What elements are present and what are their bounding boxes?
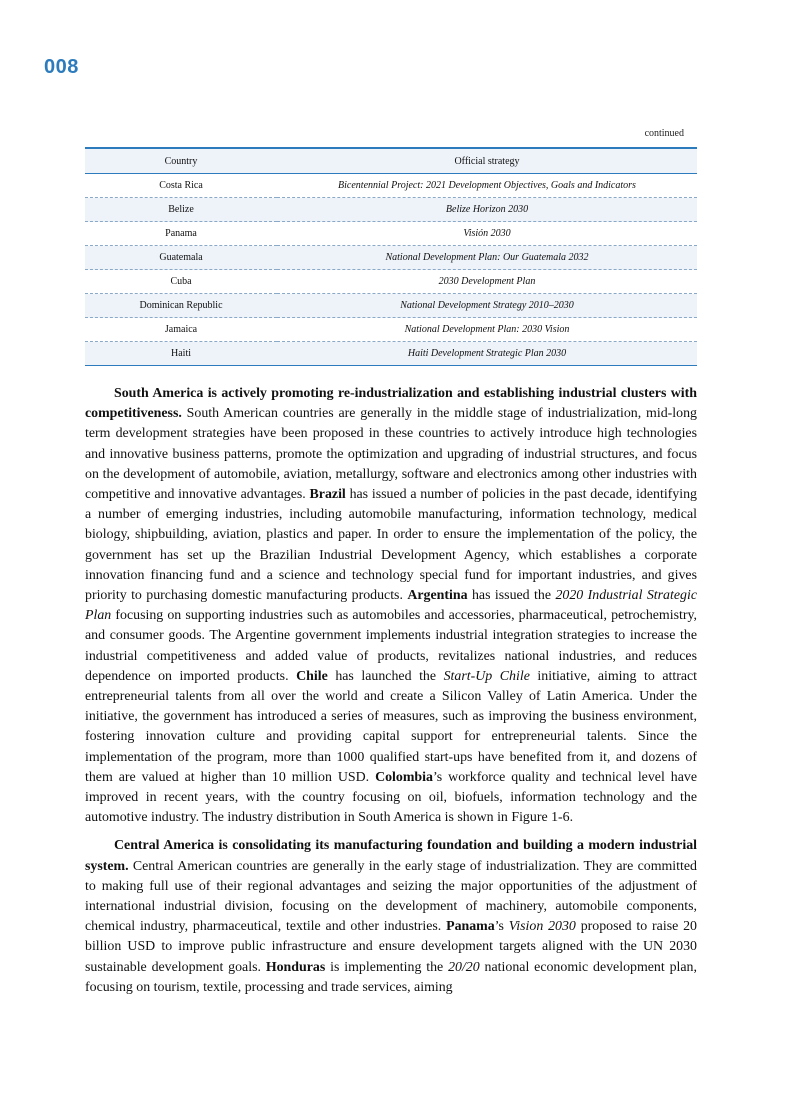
strategy-table — [85, 147, 697, 366]
table-row — [85, 294, 697, 318]
table-row — [85, 222, 697, 246]
cell-strategy: 2030 Development Plan — [277, 270, 697, 294]
table-row — [85, 270, 697, 294]
country-name: Argentina — [407, 588, 468, 604]
table-row — [85, 342, 697, 366]
country-name: Honduras — [265, 959, 326, 975]
cell-strategy: National Development Plan: Our Guatemala 2032 — [277, 246, 697, 270]
cell-country: Costa Rica — [85, 174, 277, 198]
table-row — [85, 174, 697, 198]
cell-country: Dominican Republic — [85, 294, 277, 318]
text-run: proposed to raise 20 billion USD to improve public infrastructure and ensure development targets aligned with the UN 2030 sustainable development goals. — [85, 919, 697, 975]
table-row — [85, 198, 697, 222]
cell-strategy: National Development Strategy 2010–2030 — [277, 294, 697, 318]
cell-strategy: Haiti Development Strategic Plan 2030 — [277, 342, 697, 366]
table-row — [85, 318, 697, 342]
text-run: ’s workforce quality and technical level have improved in recent years, with the country focusing on oil, biofuels, information technology and the automotive industry. The industry distribution in South America is shown in Figure 1-6. — [85, 769, 697, 826]
country-name: Brazil — [309, 487, 346, 503]
text-run: focusing on supporting industries such as automobiles and accessories, pharmaceutical, petrochemistry, and consumer goods. The Argentine government implements industrial integration strategies to increase the industrial competitiveness and added value of products, revitalizes national industries, and reduces dependence on imported products. — [85, 608, 697, 684]
text-run: South American countries are generally in the middle stage of industrialization, mid-long term development strategies have been proposed in these countries to actively introduce high technologies and innovative business patterns, promote the optimization and upgrading of industrial structures, and focus on the development of automobile, aviation, metallurgy, software and electronics among other industries with competitive and innovative advantages. — [85, 406, 697, 503]
cell-country: Haiti — [85, 342, 277, 366]
table-header-row — [85, 148, 697, 174]
plan-title: Start-Up Chile — [443, 668, 530, 684]
lead-sentence: South America is actively promoting re-industrialization and establishing industrial clusters with competitiveness. — [85, 386, 697, 422]
paragraph-central-america — [85, 836, 697, 998]
text-run: Central American countries are generally in the early stage of industrialization. They are committed to making full use of their regional advantages and seizing the major opportunities of the adjustment of international industrial division, focusing on the development of machinery, automobile components, chemical industry, pharmaceutical, textile and other industries. — [85, 858, 697, 935]
header-country: Country — [85, 148, 277, 174]
cell-strategy: Visión 2030 — [277, 222, 697, 246]
text-run: has issued the — [467, 588, 556, 604]
country-name: Colombia — [375, 769, 433, 785]
cell-country: Belize — [85, 198, 277, 222]
plan-title: Vision 2030 — [508, 919, 576, 935]
page-number: 008 — [44, 56, 79, 78]
plan-title: 20/20 — [448, 959, 480, 975]
text-run: initiative, aiming to attract entrepreneurial talents from all over the world and create a Silicon Valley of Latin America. Under the initiative, the government has introduced a series of measures, such as improving the business environment, fostering innovation culture and providing capital support for entrepreneurial talents. Since the implementation of the program, more than 1000 qualified start-ups have benefited from it, and dozens of them are valued at higher than 10 million USD. — [85, 668, 698, 785]
text-run: ’s — [494, 919, 509, 935]
country-name: Chile — [296, 668, 328, 684]
body-text — [85, 384, 697, 1006]
cell-country: Guatemala — [85, 246, 277, 270]
cell-strategy: Belize Horizon 2030 — [277, 198, 697, 222]
cell-country: Cuba — [85, 270, 277, 294]
cell-strategy: Bicentennial Project: 2021 Development Objectives, Goals and Indicators — [277, 174, 697, 198]
text-run: has issued a number of policies in the past decade, identifying a number of emerging industries, including automobile manufacturing, information technology, medical biology, shipbuilding, aviation, plastics and paper. In order to ensure the implementation of the policy, the government has set up the Brazilian Industrial Development Agency, which establishes a corporate innovation financing fund and a science and technology special fund for important industries, and gives priority to purchasing domestic manufacturing products. — [85, 487, 697, 604]
cell-country: Panama — [85, 222, 277, 246]
text-run: national economic development plan, focusing on tourism, textile, processing and trade services, aiming — [85, 959, 697, 995]
cell-strategy: National Development Plan: 2030 Vision — [277, 318, 697, 342]
text-run: has launched the — [327, 668, 444, 684]
table-continued-label: continued — [644, 128, 684, 139]
paragraph-south-america — [85, 384, 697, 828]
header-strategy: Official strategy — [277, 148, 697, 174]
plan-title: 2020 Industrial Strategic Plan — [85, 588, 697, 624]
lead-sentence: Central America is consolidating its manufacturing foundation and building a modern industrial system. — [85, 838, 697, 874]
text-run: is implementing the — [325, 959, 449, 975]
country-name: Panama — [446, 919, 495, 935]
table-row — [85, 246, 697, 270]
cell-country: Jamaica — [85, 318, 277, 342]
